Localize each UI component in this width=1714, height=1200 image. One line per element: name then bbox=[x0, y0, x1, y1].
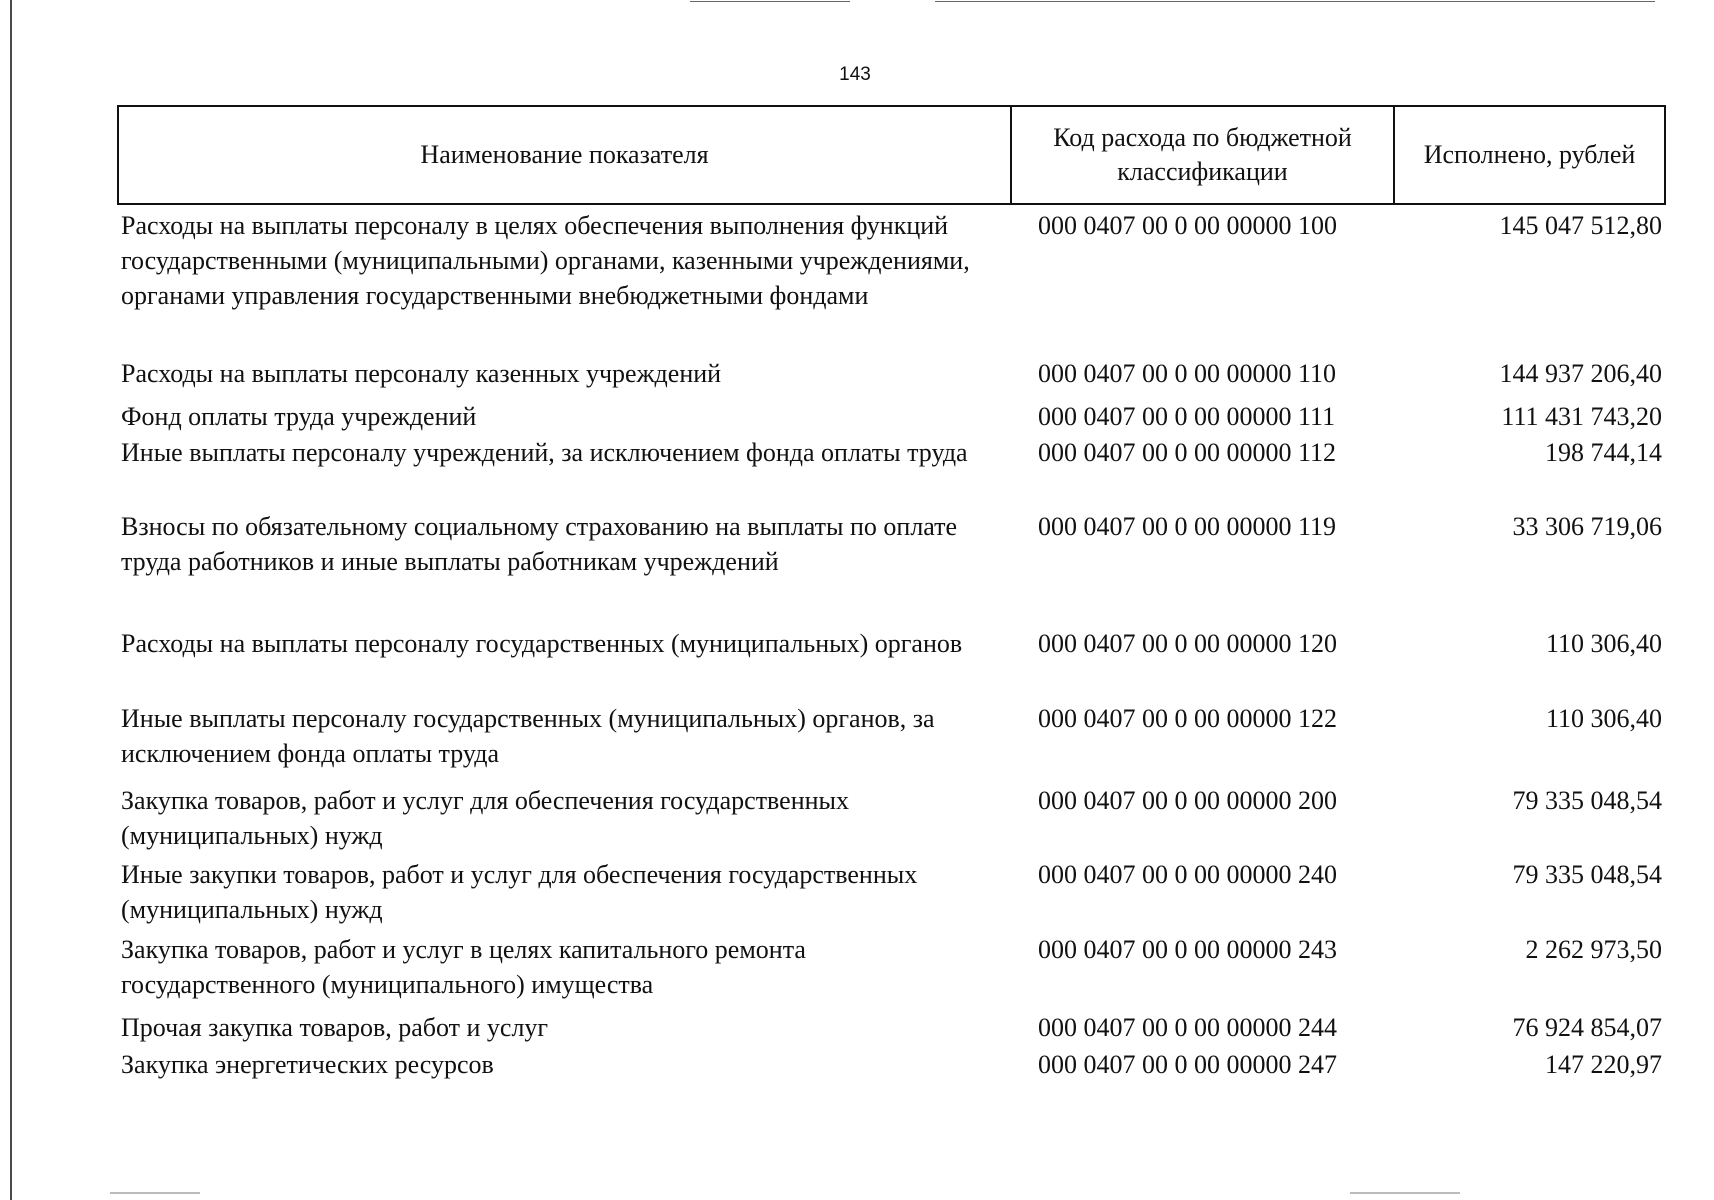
row-code: 000 0407 00 0 00 00000 240 bbox=[1038, 860, 1337, 889]
page-number: 143 bbox=[839, 64, 871, 85]
row-name: Прочая закупка товаров, работ и услуг bbox=[121, 1013, 549, 1042]
table-body bbox=[117, 208, 1666, 1084]
table-row bbox=[117, 399, 1666, 435]
table-row bbox=[117, 932, 1666, 1010]
row-name: Закупка товаров, работ и услуг в целях капитального ремонта государственного (муниципального) имущества bbox=[121, 935, 806, 999]
row-code: 000 0407 00 0 00 00000 119 bbox=[1038, 512, 1337, 541]
page-left-border bbox=[10, 0, 12, 1200]
row-executed: 110 306,40 bbox=[1545, 629, 1662, 658]
table-row bbox=[117, 783, 1666, 857]
row-name: Закупка энергетических ресурсов bbox=[121, 1050, 494, 1079]
row-code: 000 0407 00 0 00 00000 244 bbox=[1038, 1013, 1337, 1042]
row-code: 000 0407 00 0 00 00000 110 bbox=[1038, 359, 1337, 388]
row-name: Расходы на выплаты персоналу государственных (муниципальных) органов bbox=[121, 629, 963, 658]
row-executed: 198 744,14 bbox=[1545, 438, 1662, 467]
row-name: Взносы по обязательному социальному страхованию на выплаты по оплате труда работников и иные выплаты работникам учреждений bbox=[121, 512, 958, 576]
row-name: Расходы на выплаты персоналу в целях обеспечения выполнения функций государственными (муниципальными) органами, казенными учреждениями, органами управления государственными внебюджетными фондами bbox=[121, 211, 970, 310]
table-row bbox=[117, 701, 1666, 783]
row-code: 000 0407 00 0 00 00000 100 bbox=[1038, 211, 1337, 240]
row-code: 000 0407 00 0 00 00000 200 bbox=[1038, 786, 1337, 815]
header-name: Наименование показателя bbox=[119, 107, 1012, 203]
table-row bbox=[117, 509, 1666, 626]
table-header bbox=[117, 105, 1666, 205]
table-row bbox=[117, 857, 1666, 932]
row-executed: 110 306,40 bbox=[1545, 704, 1662, 733]
row-name: Закупка товаров, работ и услуг для обеспечения государственных (муниципальных) нужд bbox=[121, 786, 850, 850]
row-executed: 145 047 512,80 bbox=[1499, 211, 1662, 240]
header-executed: Исполнено, рублей bbox=[1423, 140, 1636, 169]
table-row bbox=[117, 626, 1666, 701]
row-code: 000 0407 00 0 00 00000 111 bbox=[1038, 402, 1336, 431]
scan-artifact bbox=[1350, 1192, 1460, 1194]
row-name: Иные выплаты персоналу государственных (муниципальных) органов, за исключением фонда оплаты труда bbox=[121, 704, 935, 768]
table-row bbox=[117, 1047, 1666, 1084]
row-executed: 76 924 854,07 bbox=[1512, 1013, 1662, 1042]
scan-artifact bbox=[110, 1192, 200, 1194]
row-executed: 33 306 719,06 bbox=[1512, 512, 1662, 541]
top-scan-line bbox=[935, 1, 1655, 2]
row-name: Иные закупки товаров, работ и услуг для обеспечения государственных (муниципальных) нужд bbox=[121, 860, 918, 924]
row-code: 000 0407 00 0 00 00000 122 bbox=[1038, 704, 1337, 733]
row-code: 000 0407 00 0 00 00000 243 bbox=[1038, 935, 1337, 964]
row-name: Расходы на выплаты персоналу казенных учреждений bbox=[121, 359, 722, 388]
top-scan-line bbox=[690, 1, 850, 2]
table-row bbox=[117, 356, 1666, 399]
row-code: 000 0407 00 0 00 00000 247 bbox=[1038, 1050, 1337, 1079]
row-executed: 2 262 973,50 bbox=[1525, 935, 1662, 964]
row-code: 000 0407 00 0 00 00000 112 bbox=[1038, 438, 1337, 467]
row-executed: 79 335 048,54 bbox=[1512, 786, 1662, 815]
table-row bbox=[117, 435, 1666, 509]
table-row bbox=[117, 1010, 1666, 1047]
row-name: Иные выплаты персоналу учреждений, за исключением фонда оплаты труда bbox=[121, 438, 968, 467]
table-row bbox=[117, 208, 1666, 356]
row-executed: 144 937 206,40 bbox=[1499, 359, 1662, 388]
row-name: Фонд оплаты труда учреждений bbox=[121, 402, 477, 431]
header-code: Код расхода по бюджетной классификации bbox=[1012, 107, 1395, 203]
row-executed: 147 220,97 bbox=[1545, 1050, 1662, 1079]
row-executed: 79 335 048,54 bbox=[1512, 860, 1662, 889]
row-executed: 111 431 743,20 bbox=[1501, 402, 1662, 431]
row-code: 000 0407 00 0 00 00000 120 bbox=[1038, 629, 1337, 658]
